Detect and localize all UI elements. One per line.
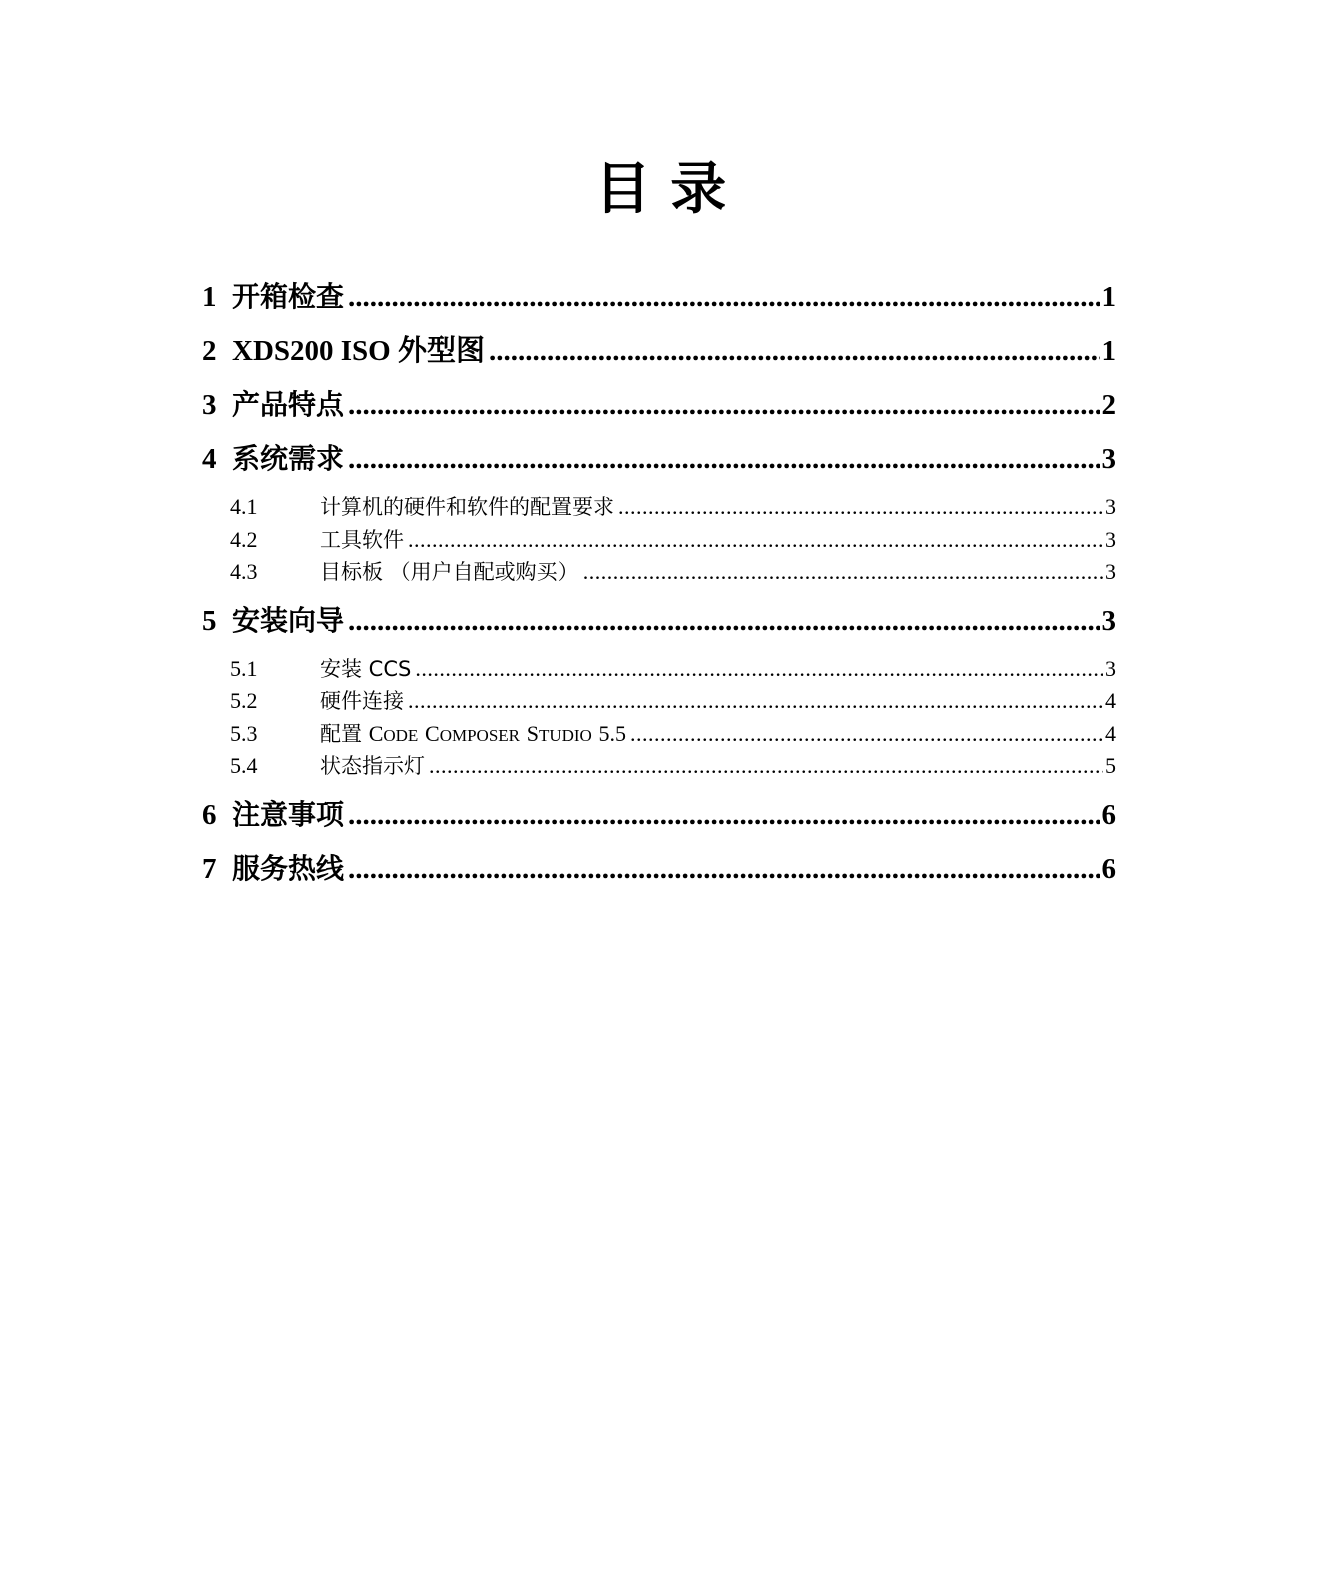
toc-entry-number: 5	[202, 604, 217, 637]
dot-leader	[408, 685, 1103, 718]
toc-entry-label: 安装向导	[232, 603, 345, 637]
toc-entry-3[interactable]	[202, 378, 1116, 432]
toc-entry-2[interactable]	[202, 324, 1116, 378]
toc-entry-label: 注意事项	[232, 797, 345, 831]
toc-entry-page: 3	[1105, 559, 1116, 584]
toc-entry-5-2[interactable]	[202, 685, 1116, 718]
toc-entry-page: 6	[1101, 798, 1116, 831]
dot-leader	[429, 750, 1103, 783]
toc-entry-number: 5.3	[230, 720, 258, 746]
toc-entry-number: 7	[202, 852, 217, 885]
toc-entry-page: 3	[1101, 443, 1116, 475]
toc-entry-4-2[interactable]	[202, 524, 1116, 557]
dot-leader	[583, 556, 1103, 589]
toc-entry-label: 开箱检查	[232, 280, 345, 313]
toc-entry-page: 3	[1105, 655, 1116, 681]
toc-entry-number: 4.3	[230, 559, 258, 584]
toc-entry-label: 硬件连接	[320, 689, 404, 713]
toc-entry-page: 4	[1105, 688, 1116, 713]
dot-leader	[489, 324, 1100, 378]
dot-leader	[348, 788, 1099, 842]
toc-entry-page: 3	[1105, 526, 1116, 552]
dot-leader	[408, 524, 1103, 557]
toc-entry-number: 4	[202, 443, 217, 475]
toc-entry-label: 计算机的硬件和软件的配置要求	[320, 495, 614, 519]
toc-entry-6[interactable]	[202, 788, 1116, 842]
toc-entry-7[interactable]	[202, 842, 1116, 896]
toc-entry-number: 4.2	[230, 526, 258, 552]
toc-entry-label: 安装 CCS	[320, 656, 412, 681]
toc-entry-label: 目标板 （用户自配或购买）	[320, 560, 579, 584]
toc-entry-label: 配置 CODE COMPOSER STUDIO 5.5	[320, 720, 627, 746]
dot-leader	[348, 270, 1099, 324]
toc-entry-label: 工具软件	[320, 527, 404, 552]
toc-entry-page: 1	[1101, 281, 1116, 313]
dot-leader	[348, 378, 1099, 432]
dot-leader	[348, 432, 1099, 486]
toc-entry-4[interactable]	[202, 432, 1116, 486]
toc-entry-5[interactable]	[202, 594, 1116, 648]
toc-entry-page: 1	[1101, 335, 1116, 367]
toc-entry-label: 服务热线	[232, 851, 345, 885]
dot-leader	[348, 842, 1099, 896]
toc-entry-page: 4	[1105, 720, 1116, 746]
dot-leader	[415, 653, 1103, 686]
toc-entry-label: XDS200 ISO 外型图	[232, 335, 485, 367]
toc-entry-page: 3	[1101, 604, 1116, 637]
toc-entry-number: 2	[202, 335, 217, 367]
dot-leader	[630, 718, 1103, 751]
toc-entry-4-1[interactable]	[202, 491, 1116, 524]
dot-leader	[348, 594, 1099, 648]
toc-entry-5-1[interactable]	[202, 653, 1116, 686]
toc-entry-page: 3	[1105, 494, 1116, 519]
toc-entry-number: 5.4	[230, 753, 258, 778]
toc-entry-label: 状态指示灯	[320, 754, 425, 778]
toc-entry-number: 5.1	[230, 655, 258, 681]
toc-entry-number: 3	[202, 389, 217, 421]
dot-leader	[618, 491, 1103, 524]
toc-entry-number: 6	[202, 798, 217, 831]
toc-entry-page: 2	[1101, 389, 1116, 421]
toc-entry-1[interactable]	[202, 270, 1116, 324]
toc-entry-5-3[interactable]	[202, 718, 1116, 751]
toc-entry-page: 6	[1101, 852, 1116, 885]
toc-entry-number: 5.2	[230, 688, 258, 713]
toc-entry-number: 4.1	[230, 494, 258, 519]
toc-entry-4-3[interactable]	[202, 556, 1116, 589]
table-of-contents	[202, 270, 1116, 896]
toc-entry-label: 系统需求	[232, 442, 345, 475]
toc-entry-5-4[interactable]	[202, 750, 1116, 783]
toc-entry-number: 1	[202, 281, 217, 313]
toc-title: 目 录	[594, 157, 727, 222]
toc-entry-label: 产品特点	[232, 388, 345, 421]
toc-entry-page: 5	[1105, 753, 1116, 778]
